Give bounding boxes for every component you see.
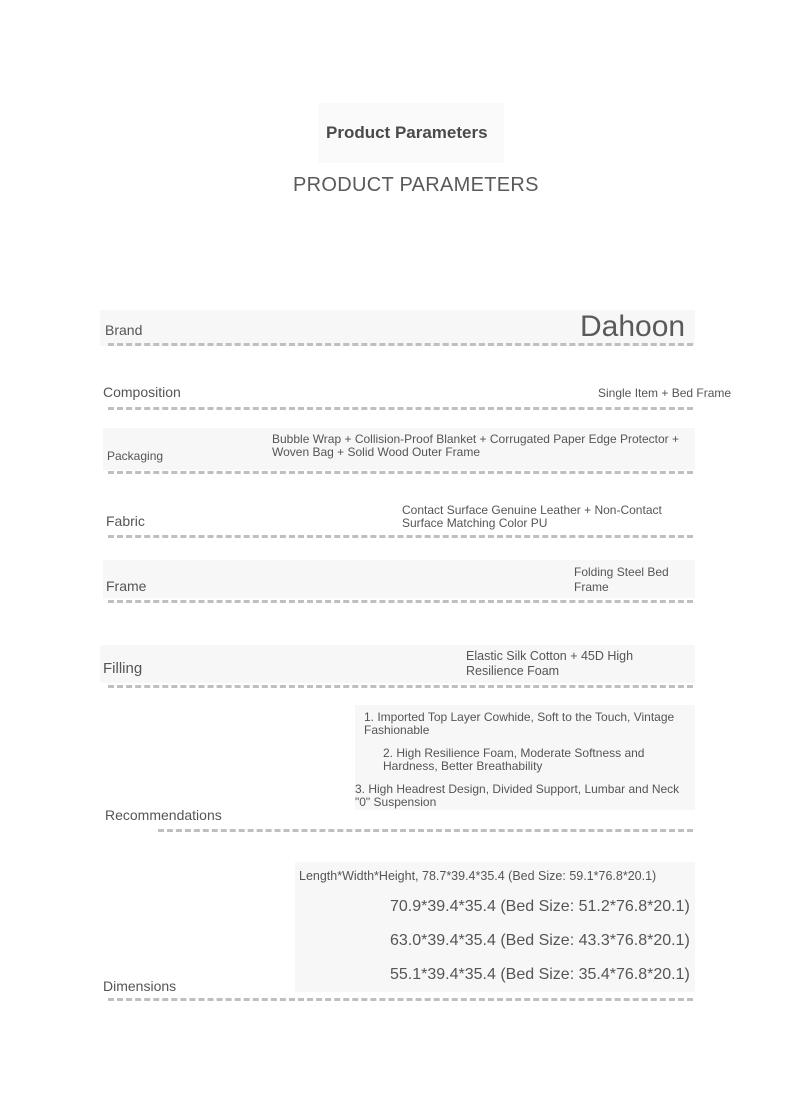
divider (108, 998, 693, 1001)
packaging-label: Packaging (107, 449, 164, 463)
divider (108, 600, 693, 603)
divider (108, 343, 693, 346)
fabric-value: Contact Surface Genuine Leather + Non-Contact Surface Matching Color PU (402, 503, 662, 530)
composition-value: Single Item + Bed Frame (598, 386, 732, 400)
recommendations-label: Recommendations (105, 807, 222, 823)
filling-label: Filling (103, 660, 143, 677)
dimension-item: 63.0*39.4*35.4 (Bed Size: 43.3*76.8*20.1) (390, 932, 690, 949)
packaging-value: Bubble Wrap + Collision-Proof Blanket + Corrugated Paper Edge Protector + Woven Bag + Solid Wood Outer Frame (272, 432, 680, 459)
page-subtitle: PRODUCT PARAMETERS (293, 174, 539, 196)
composition-label: Composition (103, 384, 181, 400)
frame-value: Folding Steel Bed Frame (574, 565, 669, 594)
recommendation-item: 1. Imported Top Layer Cowhide, Soft to the Touch, Vintage Fashionable (364, 710, 675, 737)
divider (108, 535, 693, 538)
dimension-item: 55.1*39.4*35.4 (Bed Size: 35.4*76.8*20.1) (390, 966, 690, 983)
divider (108, 685, 693, 688)
filling-value: Elastic Silk Cotton + 45D High Resilience Foam (466, 649, 634, 678)
dimensions-label: Dimensions (103, 978, 177, 994)
divider (108, 407, 693, 410)
brand-value: Dahoon (580, 310, 686, 343)
divider (108, 471, 693, 474)
page-title: Product Parameters (326, 123, 488, 142)
brand-label: Brand (105, 322, 143, 338)
frame-label: Frame (106, 578, 147, 594)
fabric-label: Fabric (106, 513, 145, 529)
dimension-item: 70.9*39.4*35.4 (Bed Size: 51.2*76.8*20.1) (390, 898, 690, 915)
recommendation-item: 2. High Resilience Foam, Moderate Softness and Hardness, Better Breathability (383, 746, 645, 773)
recommendation-item: 3. High Headrest Design, Divided Support, Lumbar and Neck "0" Suspension (355, 782, 680, 809)
divider (158, 829, 693, 832)
dimension-item: Length*Width*Height, 78.7*39.4*35.4 (Bed Size: 59.1*76.8*20.1) (299, 869, 657, 883)
